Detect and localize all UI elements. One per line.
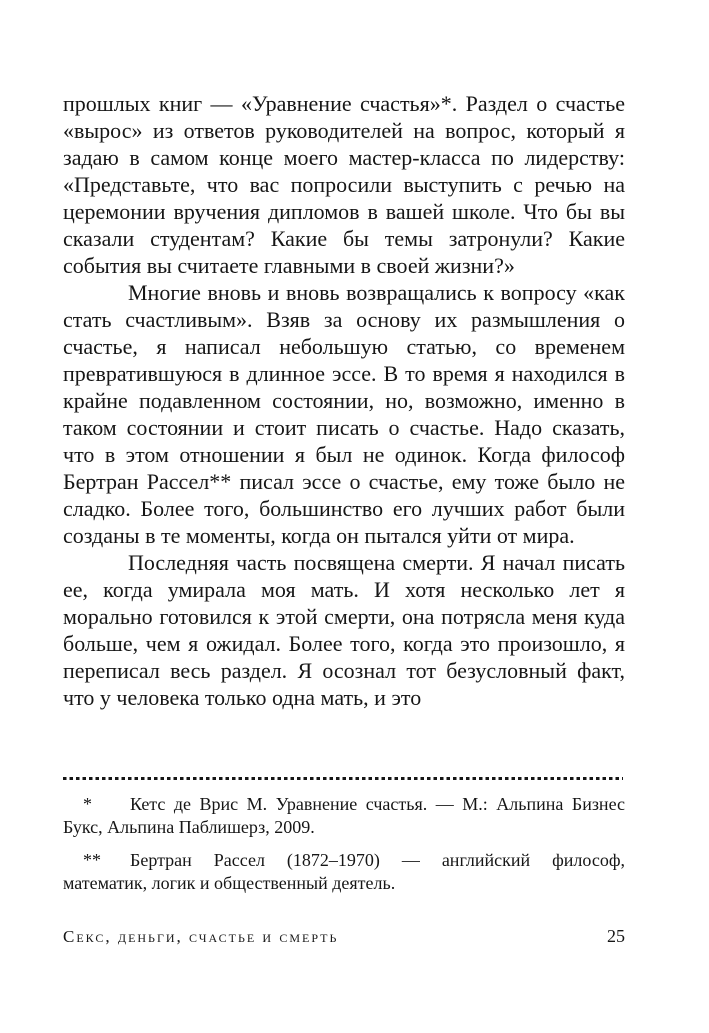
- footnote-1: [63, 793, 625, 839]
- footnote-separator: [63, 777, 623, 780]
- footnote-1-marker: *: [83, 794, 92, 814]
- page-footer: [63, 926, 625, 947]
- footnote-2-marker: **: [83, 850, 101, 870]
- footnote-2-text: Бертран Рассел (1872–1970) — английский философ, математик, логик и общественный деятель.: [63, 850, 625, 893]
- body-text: [63, 90, 625, 711]
- paragraph-1: прошлых книг — «Уравнение счастья»*. Раздел о счастье «вырос» из ответов руководителей на вопрос, который я задаю в самом конце моего мастер-класса по лидерству: «Представьте, что вас попросили выступить с речью на церемонии вручения дипломов в вашей школе. Что бы вы сказали студентам? Какие бы темы затронули? Какие события вы считаете главными в своей жизни?»: [63, 91, 625, 278]
- footnotes: [63, 793, 625, 905]
- paragraph-3: Последняя часть посвящена смерти. Я начал писать ее, когда умирала моя мать. И хотя несколько лет я морально готовился к этой смерти, она потрясла меня куда больше, чем я ожидал. Более того, когда это произошло, я переписал весь раздел. Я осознал тот безусловный факт, что у человека только одна мать, и это: [63, 550, 625, 710]
- page-number: 25: [607, 926, 625, 946]
- footnote-1-text: Кетс де Врис М. Уравнение счастья. — М.: Альпина Бизнес Букс, Альпина Паблишерз, 2009.: [63, 794, 625, 837]
- paragraph-2: Многие вновь и вновь возвращались к вопросу «как стать счастливым». Взяв за основу их размышления о счастье, я написал небольшую статью, со временем превратившуюся в длинное эссе. В то время я находился в крайне подавленном состоянии, но, возможно, именно в таком состоянии и стоит писать о счастье. Надо сказать, что в этом отношении я был не одинок. Когда философ Бертран Рассел** писал эссе о счастье, ему тоже было не сладко. Более того, большинство его лучших работ были созданы в те моменты, когда он пытался уйти от мира.: [63, 280, 625, 548]
- running-title: Секс, деньги, счастье и смерть: [63, 927, 339, 946]
- footnote-2: [63, 849, 625, 895]
